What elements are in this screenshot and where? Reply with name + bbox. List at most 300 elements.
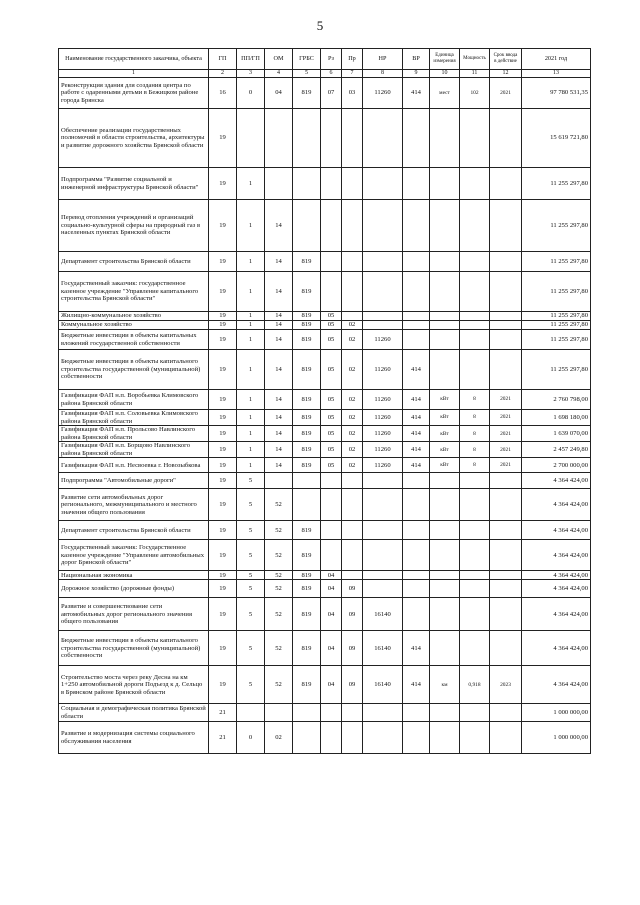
cell-vr — [403, 330, 430, 350]
cell-vr — [403, 580, 430, 598]
cell-rz — [321, 109, 342, 168]
cell-pp: 0 — [237, 722, 265, 754]
cell-nr — [363, 312, 403, 321]
cell-vr — [403, 200, 430, 252]
cell-vr: 414 — [403, 666, 430, 704]
cell-power — [460, 521, 490, 540]
cell-gp: 19 — [209, 521, 237, 540]
cell-unit: кВт — [430, 426, 460, 442]
cell-unit — [430, 252, 460, 272]
cell-pp: 1 — [237, 442, 265, 458]
cell-rz — [321, 489, 342, 521]
cell-gp: 19 — [209, 330, 237, 350]
cell-pr — [342, 168, 363, 200]
row-name: Развитие и совершенствование сети автомобильных дорог регионального значения общего пользования — [59, 598, 209, 631]
table-row — [59, 442, 591, 458]
cell-power: 8 — [460, 426, 490, 442]
row-name: Газификация ФАП н.п. Соловьевка Климовского района Брянской области — [59, 410, 209, 426]
cell-om: 52 — [265, 631, 293, 666]
cell-om: 14 — [265, 442, 293, 458]
cell-power — [460, 704, 490, 722]
table-row — [59, 540, 591, 571]
cell-pr: 02 — [342, 442, 363, 458]
cell-unit — [430, 350, 460, 390]
cell-vr — [403, 598, 430, 631]
cell-amount: 15 619 721,80 — [522, 109, 591, 168]
cell-pp: 1 — [237, 330, 265, 350]
column-number: 10 — [430, 70, 460, 78]
row-name: Развитие сети автомобильных дорог регионального, межмуниципального и местного значения общего пользования — [59, 489, 209, 521]
cell-nr: 11260 — [363, 350, 403, 390]
cell-pp: 5 — [237, 631, 265, 666]
cell-term — [490, 704, 522, 722]
cell-gp: 19 — [209, 580, 237, 598]
cell-grbs: 819 — [293, 580, 321, 598]
table-row — [59, 580, 591, 598]
row-name: Департамент строительства Брянской области — [59, 521, 209, 540]
cell-om — [265, 473, 293, 489]
cell-nr: 11260 — [363, 330, 403, 350]
cell-om — [265, 704, 293, 722]
row-name: Газификация ФАП н.п. Несвоевка г. Новозыбкова — [59, 458, 209, 473]
cell-pp: 1 — [237, 312, 265, 321]
cell-rz — [321, 722, 342, 754]
table-row — [59, 390, 591, 410]
cell-term — [490, 489, 522, 521]
row-name: Бюджетные инвестиции в объекты капитальных вложений государственной собственности — [59, 330, 209, 350]
cell-gp: 19 — [209, 666, 237, 704]
cell-power: 0,918 — [460, 666, 490, 704]
cell-unit: кВт — [430, 442, 460, 458]
cell-vr — [403, 521, 430, 540]
cell-nr: 16140 — [363, 666, 403, 704]
row-name: Жилищно-коммунальное хозяйство — [59, 312, 209, 321]
cell-grbs: 819 — [293, 521, 321, 540]
cell-pr: 02 — [342, 458, 363, 473]
table-row — [59, 252, 591, 272]
cell-grbs: 819 — [293, 78, 321, 109]
cell-power: 102 — [460, 78, 490, 109]
cell-pr: 02 — [342, 390, 363, 410]
cell-unit — [430, 272, 460, 312]
cell-unit — [430, 321, 460, 330]
cell-rz: 05 — [321, 330, 342, 350]
cell-vr: 414 — [403, 426, 430, 442]
cell-om: 52 — [265, 666, 293, 704]
table-row — [59, 168, 591, 200]
cell-vr: 414 — [403, 410, 430, 426]
cell-nr: 16140 — [363, 598, 403, 631]
cell-nr — [363, 272, 403, 312]
cell-nr — [363, 580, 403, 598]
cell-grbs: 819 — [293, 442, 321, 458]
header-cell: Пр — [342, 49, 363, 70]
column-number: 1 — [59, 70, 209, 78]
cell-term: 2021 — [490, 426, 522, 442]
cell-rz: 05 — [321, 390, 342, 410]
cell-rz: 07 — [321, 78, 342, 109]
cell-unit — [430, 200, 460, 252]
cell-nr — [363, 571, 403, 580]
cell-grbs: 819 — [293, 272, 321, 312]
cell-unit — [430, 722, 460, 754]
cell-grbs — [293, 168, 321, 200]
cell-pr: 09 — [342, 631, 363, 666]
cell-pp: 5 — [237, 580, 265, 598]
row-name: Подпрограмма "Автомобильные дороги" — [59, 473, 209, 489]
cell-pr: 02 — [342, 321, 363, 330]
cell-amount: 4 364 424,00 — [522, 598, 591, 631]
cell-nr: 11260 — [363, 426, 403, 442]
table-row — [59, 666, 591, 704]
header-cell: ГП — [209, 49, 237, 70]
cell-unit — [430, 540, 460, 571]
cell-om: 52 — [265, 571, 293, 580]
header-cell: Мощность — [460, 49, 490, 70]
cell-gp: 19 — [209, 458, 237, 473]
cell-term — [490, 521, 522, 540]
cell-pp: 1 — [237, 350, 265, 390]
cell-unit — [430, 598, 460, 631]
cell-unit: мест — [430, 78, 460, 109]
cell-rz: 05 — [321, 426, 342, 442]
column-number: 4 — [265, 70, 293, 78]
cell-gp: 19 — [209, 631, 237, 666]
cell-vr: 414 — [403, 390, 430, 410]
cell-amount: 4 364 424,00 — [522, 571, 591, 580]
cell-vr: 414 — [403, 350, 430, 390]
cell-term — [490, 321, 522, 330]
cell-gp: 19 — [209, 272, 237, 312]
cell-pr: 02 — [342, 330, 363, 350]
cell-power — [460, 571, 490, 580]
cell-grbs: 819 — [293, 410, 321, 426]
cell-pr: 09 — [342, 580, 363, 598]
row-name: Национальная экономика — [59, 571, 209, 580]
cell-gp: 19 — [209, 426, 237, 442]
cell-amount: 4 364 424,00 — [522, 580, 591, 598]
column-number: 9 — [403, 70, 430, 78]
cell-amount: 4 364 424,00 — [522, 631, 591, 666]
cell-unit — [430, 521, 460, 540]
cell-term — [490, 200, 522, 252]
table-row — [59, 321, 591, 330]
cell-pr: 02 — [342, 350, 363, 390]
cell-rz: 05 — [321, 410, 342, 426]
cell-rz: 04 — [321, 631, 342, 666]
row-name: Строительство моста через реку Десна на км 1+250 автомобильной дороги Подъезд к д. Сельцо в Брянском районе Брянской области — [59, 666, 209, 704]
column-number: 7 — [342, 70, 363, 78]
row-name: Развитие и модернизация системы социального обслуживания населения — [59, 722, 209, 754]
cell-power — [460, 200, 490, 252]
cell-gp: 19 — [209, 252, 237, 272]
cell-gp: 19 — [209, 442, 237, 458]
table-row — [59, 598, 591, 631]
cell-rz: 04 — [321, 580, 342, 598]
cell-unit: кВт — [430, 458, 460, 473]
header-cell: ПП/ГП — [237, 49, 265, 70]
cell-om: 52 — [265, 521, 293, 540]
cell-unit: кВт — [430, 410, 460, 426]
cell-nr — [363, 109, 403, 168]
row-name: Бюджетные инвестиции в объекты капитального строительства государственной (муниципальной) собственности — [59, 631, 209, 666]
cell-amount: 1 639 070,00 — [522, 426, 591, 442]
cell-term — [490, 631, 522, 666]
cell-term: 2021 — [490, 458, 522, 473]
header-row — [59, 49, 591, 70]
cell-term: 2021 — [490, 78, 522, 109]
cell-power — [460, 109, 490, 168]
table-row — [59, 473, 591, 489]
cell-term: 2023 — [490, 666, 522, 704]
cell-term: 2021 — [490, 410, 522, 426]
cell-rz — [321, 473, 342, 489]
cell-pr — [342, 521, 363, 540]
table-row — [59, 109, 591, 168]
cell-vr — [403, 272, 430, 312]
cell-grbs: 819 — [293, 312, 321, 321]
cell-nr — [363, 252, 403, 272]
cell-power — [460, 252, 490, 272]
cell-om: 14 — [265, 252, 293, 272]
cell-pp: 1 — [237, 252, 265, 272]
header-cell: Рз — [321, 49, 342, 70]
cell-power: 8 — [460, 442, 490, 458]
cell-amount: 4 364 424,00 — [522, 473, 591, 489]
cell-pp: 5 — [237, 489, 265, 521]
row-name: Дорожное хозяйство (дорожные фонды) — [59, 580, 209, 598]
cell-unit — [430, 704, 460, 722]
cell-nr: 11260 — [363, 458, 403, 473]
cell-om: 14 — [265, 330, 293, 350]
cell-grbs: 819 — [293, 330, 321, 350]
cell-grbs: 819 — [293, 321, 321, 330]
header-cell: 2021 год — [522, 49, 591, 70]
cell-gp: 19 — [209, 410, 237, 426]
cell-rz: 04 — [321, 598, 342, 631]
cell-grbs: 819 — [293, 598, 321, 631]
cell-grbs: 819 — [293, 631, 321, 666]
cell-om: 52 — [265, 540, 293, 571]
header-cell: ГРБС — [293, 49, 321, 70]
cell-pp: 1 — [237, 200, 265, 252]
cell-power — [460, 598, 490, 631]
cell-om: 14 — [265, 458, 293, 473]
cell-amount: 11 255 297,80 — [522, 168, 591, 200]
cell-pr: 03 — [342, 78, 363, 109]
cell-rz: 05 — [321, 312, 342, 321]
cell-nr: 16140 — [363, 631, 403, 666]
cell-gp: 19 — [209, 321, 237, 330]
cell-om: 14 — [265, 200, 293, 252]
page-number: 5 — [316, 18, 324, 33]
cell-power — [460, 321, 490, 330]
cell-term — [490, 722, 522, 754]
cell-term — [490, 350, 522, 390]
cell-pp: 0 — [237, 78, 265, 109]
cell-power — [460, 168, 490, 200]
cell-term — [490, 312, 522, 321]
table-row — [59, 521, 591, 540]
table-row — [59, 458, 591, 473]
column-number: 3 — [237, 70, 265, 78]
cell-om: 14 — [265, 350, 293, 390]
cell-pr — [342, 540, 363, 571]
cell-pp: 1 — [237, 321, 265, 330]
cell-grbs: 819 — [293, 666, 321, 704]
cell-gp: 21 — [209, 704, 237, 722]
cell-grbs — [293, 722, 321, 754]
cell-power — [460, 473, 490, 489]
cell-rz — [321, 200, 342, 252]
column-number: 6 — [321, 70, 342, 78]
cell-gp: 19 — [209, 109, 237, 168]
cell-unit — [430, 109, 460, 168]
cell-term: 2021 — [490, 390, 522, 410]
cell-grbs — [293, 704, 321, 722]
cell-term — [490, 109, 522, 168]
column-number: 5 — [293, 70, 321, 78]
cell-om: 04 — [265, 78, 293, 109]
cell-unit — [430, 312, 460, 321]
column-number: 8 — [363, 70, 403, 78]
cell-pp: 1 — [237, 458, 265, 473]
cell-amount: 11 255 297,80 — [522, 350, 591, 390]
cell-pp: 5 — [237, 598, 265, 631]
cell-pp: 5 — [237, 571, 265, 580]
table-row — [59, 312, 591, 321]
cell-term — [490, 272, 522, 312]
cell-vr: 414 — [403, 78, 430, 109]
column-number: 12 — [490, 70, 522, 78]
cell-rz — [321, 252, 342, 272]
cell-vr — [403, 321, 430, 330]
cell-rz: 05 — [321, 458, 342, 473]
cell-pr — [342, 109, 363, 168]
cell-vr — [403, 704, 430, 722]
cell-amount: 11 255 297,80 — [522, 252, 591, 272]
cell-grbs — [293, 489, 321, 521]
table-row — [59, 722, 591, 754]
cell-nr: 11260 — [363, 390, 403, 410]
cell-om: 14 — [265, 312, 293, 321]
cell-nr — [363, 168, 403, 200]
cell-pp: 1 — [237, 272, 265, 312]
cell-amount: 2 700 000,00 — [522, 458, 591, 473]
header-cell: Единица измерения — [430, 49, 460, 70]
cell-power — [460, 580, 490, 598]
cell-amount: 2 760 798,00 — [522, 390, 591, 410]
cell-power: 8 — [460, 390, 490, 410]
cell-om: 52 — [265, 598, 293, 631]
row-name: Газификация ФАП н.п. Борщово Навлинского района Брянской области — [59, 442, 209, 458]
cell-nr — [363, 704, 403, 722]
table-row — [59, 704, 591, 722]
cell-amount: 11 255 297,80 — [522, 321, 591, 330]
cell-pr — [342, 722, 363, 754]
row-name: Газификация ФАП н.п. Воробьевка Климовского района Брянской области — [59, 390, 209, 410]
cell-gp: 19 — [209, 571, 237, 580]
cell-pr: 09 — [342, 666, 363, 704]
row-name: Реконструкция здания для создания центра по работе с одаренными детьми в Бежицком районе города Брянска — [59, 78, 209, 109]
cell-vr — [403, 489, 430, 521]
cell-pr — [342, 252, 363, 272]
cell-om: 02 — [265, 722, 293, 754]
row-name: Коммунальное хозяйство — [59, 321, 209, 330]
cell-rz — [321, 704, 342, 722]
cell-pr — [342, 571, 363, 580]
cell-rz: 04 — [321, 571, 342, 580]
cell-term — [490, 473, 522, 489]
cell-power — [460, 350, 490, 390]
table-row — [59, 200, 591, 252]
cell-vr: 414 — [403, 631, 430, 666]
header-cell: Наименование государственного заказчика, объекта — [59, 49, 209, 70]
cell-term — [490, 540, 522, 571]
cell-amount: 1 000 000,00 — [522, 704, 591, 722]
cell-grbs: 819 — [293, 390, 321, 410]
row-name: Государственный заказчик: Государственное казенное учреждение "Управление автомобильных дорог Брянской области" — [59, 540, 209, 571]
row-name: Газификация ФАП н.п. Прольсово Навлинского района Брянской области — [59, 426, 209, 442]
cell-rz: 05 — [321, 321, 342, 330]
table-row — [59, 350, 591, 390]
cell-vr — [403, 168, 430, 200]
cell-om: 14 — [265, 272, 293, 312]
cell-pr — [342, 272, 363, 312]
cell-amount: 1 000 000,00 — [522, 722, 591, 754]
cell-amount: 11 255 297,80 — [522, 330, 591, 350]
cell-pp: 1 — [237, 390, 265, 410]
table-row — [59, 631, 591, 666]
cell-nr: 11260 — [363, 78, 403, 109]
header-cell: НР — [363, 49, 403, 70]
cell-gp: 19 — [209, 598, 237, 631]
cell-power: 8 — [460, 458, 490, 473]
cell-unit: кВт — [430, 390, 460, 410]
cell-rz: 05 — [321, 350, 342, 390]
cell-om: 14 — [265, 426, 293, 442]
table-row — [59, 272, 591, 312]
table-row — [59, 410, 591, 426]
cell-power — [460, 312, 490, 321]
table-row — [59, 78, 591, 109]
header-cell: ВР — [403, 49, 430, 70]
cell-gp: 19 — [209, 473, 237, 489]
cell-unit — [430, 631, 460, 666]
cell-vr — [403, 571, 430, 580]
cell-grbs: 819 — [293, 571, 321, 580]
cell-rz: 04 — [321, 666, 342, 704]
cell-rz — [321, 272, 342, 312]
cell-term — [490, 252, 522, 272]
cell-grbs: 819 — [293, 350, 321, 390]
cell-pp — [237, 704, 265, 722]
cell-nr — [363, 540, 403, 571]
cell-pp: 1 — [237, 168, 265, 200]
cell-unit — [430, 330, 460, 350]
cell-vr: 414 — [403, 458, 430, 473]
cell-amount: 4 364 424,00 — [522, 521, 591, 540]
cell-rz — [321, 540, 342, 571]
cell-unit — [430, 473, 460, 489]
cell-pr: 02 — [342, 410, 363, 426]
cell-vr — [403, 722, 430, 754]
cell-unit — [430, 580, 460, 598]
cell-om — [265, 109, 293, 168]
cell-term — [490, 580, 522, 598]
cell-amount: 4 364 424,00 — [522, 489, 591, 521]
cell-pp: 1 — [237, 426, 265, 442]
